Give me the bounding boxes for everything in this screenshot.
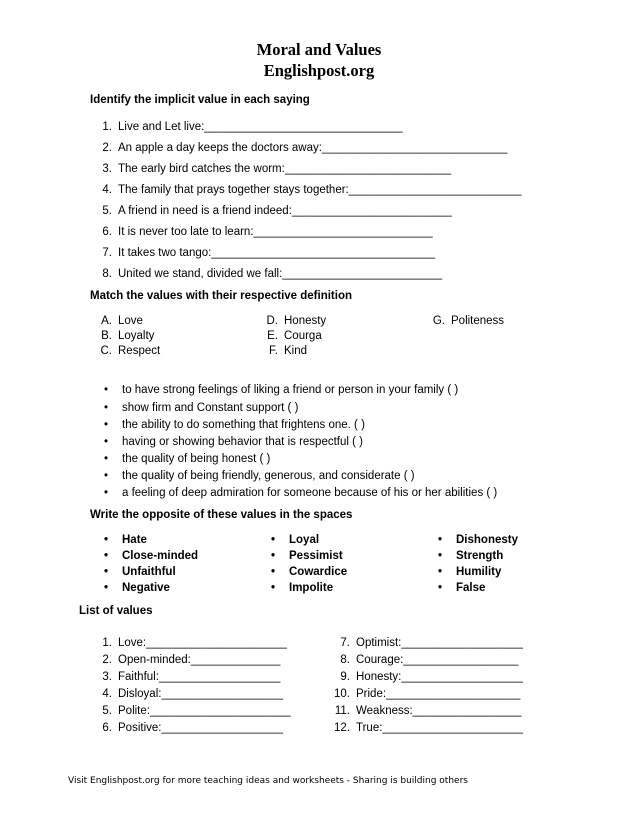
- value-item: 1. Love:______________________: [102, 637, 287, 649]
- list-item: 7. It takes two tango:___________________________________: [102, 247, 436, 259]
- option-item: G. Politeness: [432, 315, 505, 327]
- opposite-item: • Close-minded: [104, 550, 199, 562]
- bullet-icon: •: [104, 582, 109, 594]
- opposite-item: • Loyal: [271, 534, 320, 546]
- bullet-icon: •: [104, 566, 109, 578]
- footer-text: Visit Englishpost.org for more teaching ideas and worksheets - Sharing is building others: [68, 776, 468, 786]
- bullet-icon: •: [104, 487, 109, 499]
- value-item: 9. Honesty:___________________: [340, 671, 523, 683]
- bullet-icon: •: [104, 470, 109, 482]
- list-item: 5. A friend in need is a friend indeed:_________________________: [102, 205, 452, 217]
- bullet-icon: •: [104, 402, 109, 414]
- bullet-icon: •: [438, 582, 443, 594]
- bullet-icon: •: [271, 582, 276, 594]
- option-item: E. Courga: [267, 330, 322, 342]
- bullet-icon: •: [104, 453, 109, 465]
- value-item: 10. Pride:_____________________: [334, 688, 521, 700]
- list-item: 8. United we stand, divided we fall:_________________________: [102, 268, 443, 280]
- option-item: F. Kind: [269, 345, 308, 357]
- value-item: 5. Polite:______________________: [102, 705, 291, 717]
- definition-item: • having or showing behavior that is respectful ( ): [104, 436, 363, 448]
- page-subtitle: Englishpost.org: [263, 61, 375, 80]
- list-item: 4. The family that prays together stays together:___________________________: [102, 184, 522, 196]
- opposite-item: • Impolite: [271, 582, 334, 594]
- option-item: D. Honesty: [266, 315, 327, 327]
- value-item: 11. Weakness:_________________: [334, 705, 522, 717]
- value-item: 2. Open-minded:______________: [102, 654, 281, 666]
- bullet-icon: •: [104, 384, 109, 396]
- section3-heading: Write the opposite of these values in the spaces: [90, 509, 353, 521]
- bullet-icon: •: [104, 534, 109, 546]
- value-item: 6. Positive:___________________: [102, 722, 283, 734]
- opposite-item: • Cowardice: [271, 566, 348, 578]
- section1-heading: Identify the implicit value in each saying: [90, 94, 310, 106]
- list-item: 1. Live and Let live:_______________________________: [102, 121, 403, 133]
- value-item: 4. Disloyal:___________________: [102, 688, 283, 700]
- value-item: 8. Courage:__________________: [340, 654, 519, 666]
- definition-item: • to have strong feelings of liking a friend or person in your family ( ): [104, 384, 459, 396]
- value-item: 12. True:______________________: [334, 722, 524, 734]
- opposite-item: • Negative: [104, 582, 170, 594]
- bullet-icon: •: [438, 550, 443, 562]
- option-item: B. Loyalty: [101, 330, 155, 342]
- opposite-item: • Humility: [438, 566, 502, 578]
- value-item: 3. Faithful:___________________: [102, 671, 281, 683]
- option-item: C. Respect: [100, 345, 161, 357]
- list-item: 3. The early bird catches the worm:__________________________: [102, 163, 452, 175]
- bullet-icon: •: [438, 534, 443, 546]
- definition-item: • the ability to do something that frightens one. ( ): [104, 419, 365, 431]
- bullet-icon: •: [104, 419, 109, 431]
- bullet-icon: •: [271, 534, 276, 546]
- bullet-icon: •: [104, 436, 109, 448]
- opposite-item: • Unfaithful: [104, 566, 176, 578]
- section2-heading: Match the values with their respective definition: [90, 290, 353, 302]
- list-item: 2. An apple a day keeps the doctors away:_____________________________: [102, 142, 508, 154]
- bullet-icon: •: [104, 550, 109, 562]
- opposite-item: • Dishonesty: [438, 534, 518, 546]
- bullet-icon: •: [438, 566, 443, 578]
- opposite-item: • Strength: [438, 550, 504, 562]
- page-title: Moral and Values: [256, 40, 382, 59]
- opposite-item: • Hate: [104, 534, 147, 546]
- definition-item: • show firm and Constant support ( ): [104, 402, 299, 414]
- definition-item: • the quality of being honest ( ): [104, 453, 271, 465]
- bullet-icon: •: [271, 550, 276, 562]
- list-item: 6. It is never too late to learn:____________________________: [102, 226, 433, 238]
- bullet-icon: •: [271, 566, 276, 578]
- definition-item: • a feeling of deep admiration for someone because of his or her abilities ( ): [104, 487, 498, 499]
- opposite-item: • Pessimist: [271, 550, 343, 562]
- option-item: A. Love: [101, 315, 143, 327]
- opposite-item: • False: [438, 582, 486, 594]
- value-item: 7. Optimist:___________________: [340, 637, 523, 649]
- definition-item: • the quality of being friendly, generous, and considerate ( ): [104, 470, 415, 482]
- section4-heading: List of values: [79, 605, 153, 617]
